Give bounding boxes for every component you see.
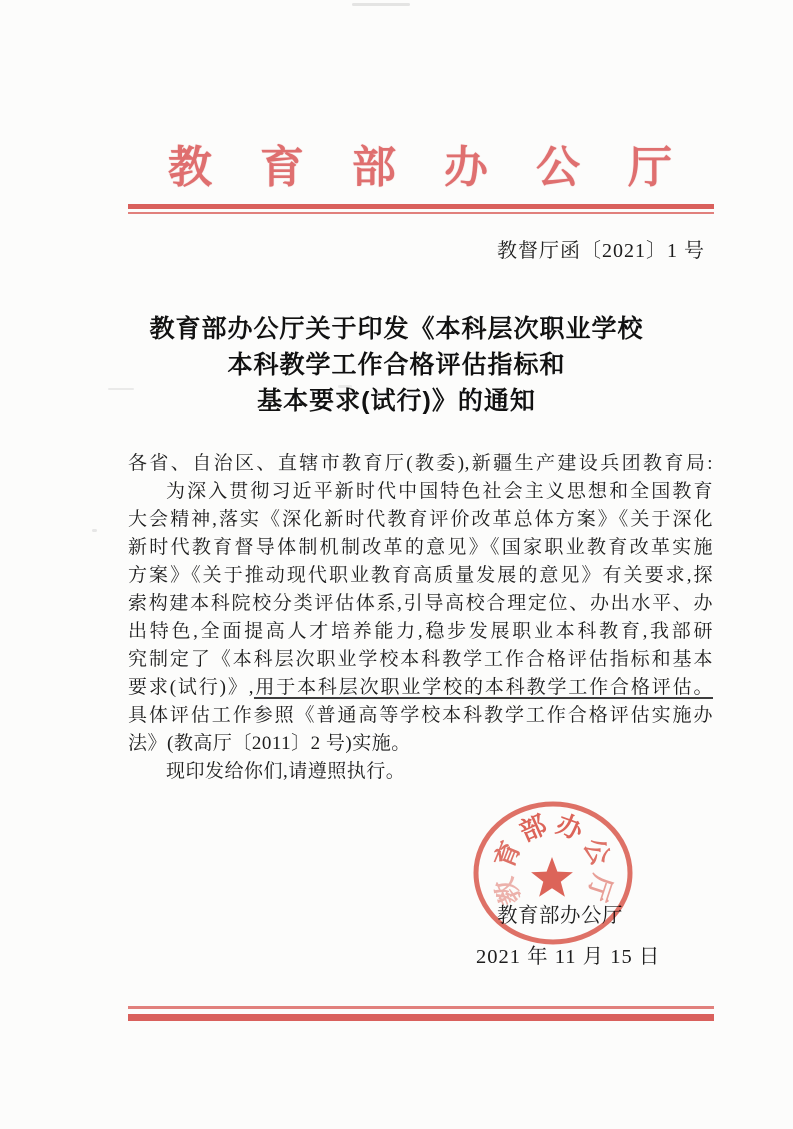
document-title-line: 本科教学工作合格评估指标和 — [227, 351, 566, 379]
text-segment: 新时代教育督导体制机制改革的意见》《国家职业教育改革实施 — [128, 537, 713, 558]
document-number: 教督厅函〔2021〕1 号 — [497, 240, 705, 262]
rule-thick-line — [128, 1014, 714, 1021]
text-segment: 各省、自治区、直辖市教育厅(教委),新疆生产建设兵团教育局: — [128, 453, 713, 474]
body-line — [128, 618, 713, 646]
scan-speck — [352, 3, 410, 6]
seal-arc-char: 部 — [515, 809, 552, 848]
body-line — [128, 506, 713, 534]
document-body — [128, 450, 713, 786]
document-title — [0, 311, 793, 419]
text-segment: 究制定了《本科层次职业学校本科教学工作合格评估指标和基本 — [128, 649, 713, 670]
body-line — [128, 534, 713, 562]
text-segment: 方案》《关于推动现代职业教育高质量发展的意见》有关要求,探 — [128, 565, 713, 586]
body-line — [128, 702, 713, 730]
text-segment: 现印发给你们,请遵照执行。 — [166, 761, 406, 782]
body-line — [128, 562, 713, 590]
text-segment: 要求(试行)》, — [128, 677, 254, 698]
signature-agency: 教育部办公厅 — [497, 905, 623, 927]
body-line — [128, 478, 713, 506]
text-segment: 出特色,全面提高人才培养能力,稳步发展职业本科教育,我部研 — [128, 621, 713, 642]
document-title-line: 教育部办公厅关于印发《本科层次职业学校 — [149, 315, 644, 343]
letterhead-agency-title: 教育部办公厅 — [168, 143, 720, 192]
seal-arc-char: 公 — [577, 833, 617, 870]
signature-date: 2021 年 11 月 15 日 — [476, 946, 661, 968]
rule-thin-line — [128, 1006, 714, 1009]
text-segment: 法》(教高厅〔2011〕2 号)实施。 — [128, 733, 411, 754]
star-icon — [531, 857, 573, 897]
rule-thick-line — [128, 204, 714, 209]
body-line — [128, 590, 713, 618]
official-seal — [453, 783, 653, 963]
underlined-phrase: 用于本科层次职业学校的本科教学工作合格评估。 — [253, 677, 713, 698]
seal-arc-char: 教 — [488, 873, 527, 910]
scan-speck — [92, 529, 97, 532]
body-line — [128, 758, 713, 786]
document-title-line: 基本要求(试行)》的通知 — [257, 387, 536, 415]
seal-arc-char: 育 — [488, 836, 527, 873]
body-line — [128, 730, 713, 758]
seal-arc-char: 厅 — [581, 871, 618, 906]
body-line — [128, 646, 713, 674]
seal-arc-char: 办 — [552, 808, 588, 846]
text-segment: 索构建本科院校分类评估体系,引导高校合理定位、办出水平、办 — [128, 593, 713, 614]
text-segment: 大会精神,落实《深化新时代教育评价改革总体方案》《关于深化 — [128, 509, 713, 530]
footer-rule — [128, 1006, 714, 1021]
body-line — [128, 674, 713, 702]
letterhead-rule — [128, 204, 714, 214]
seal-arc-text — [488, 808, 617, 909]
text-segment: 为深入贯彻习近平新时代中国特色社会主义思想和全国教育 — [166, 481, 713, 502]
rule-thin-line — [128, 212, 714, 214]
body-line — [128, 450, 713, 478]
text-segment: 具体评估工作参照《普通高等学校本科教学工作合格评估实施办 — [128, 705, 713, 726]
